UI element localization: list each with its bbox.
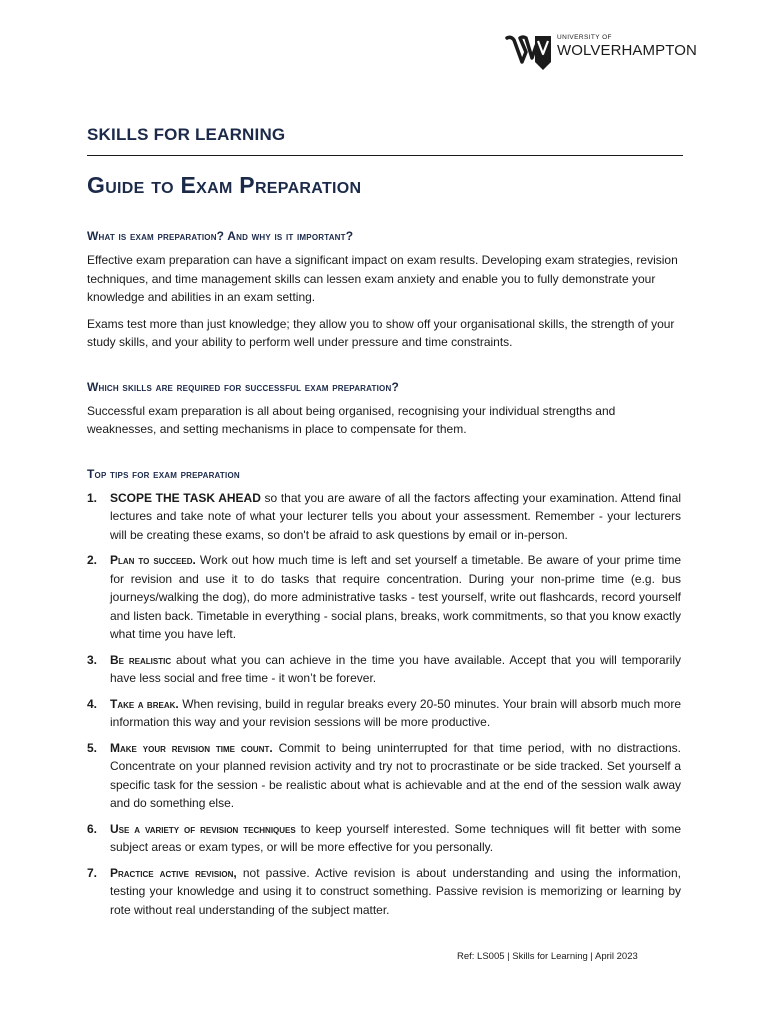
list-item <box>87 651 681 688</box>
page-title: Guide to Exam Preparation <box>87 172 362 198</box>
header-divider <box>87 155 683 156</box>
tip-text: to keep yourself interested. Some techniques will fit better with some subject areas or exam types, or will be more effective for you personally. <box>110 821 682 854</box>
section-heading-why: What is exam preparation? And why is it important? <box>87 229 354 243</box>
list-number: 7. <box>87 865 98 880</box>
section-heading-skills: Which skills are required for successful exam preparation? <box>87 379 399 394</box>
tip-text: Commit to being uninterrupted for that time period, with no distractions. Concentrate on your planned revision activity and try not to procrastinate or be side tracked. Set yourself a specific task for the session - be realistic about what is achievable and at the end of the session walk away and do something else. <box>110 740 682 810</box>
tip-lead: SCOPE THE TASK AHEAD <box>110 490 261 505</box>
tip-text: so that you are aware of all the factors affecting your examination. Attend final lectures and take note of what your lecturer tells you about your assessment. Remember - your lecturers will be creating these exams, so don't be afraid to ask questions by email or in-person. <box>110 490 681 542</box>
list-item <box>87 551 681 644</box>
list-number: 2. <box>87 553 98 567</box>
tip-text: When revising, build in regular breaks every 20-50 minutes. Your brain will absorb much more information this way and your revision sessions will be more productive. <box>110 696 681 729</box>
tip-lead: Take a break. <box>110 696 179 711</box>
paragraph: Successful exam preparation is all about being organised, recognising your individual strengths and weaknesses, and setting mechanisms in place to compensate for them. <box>87 403 616 436</box>
tip-lead: Plan to succeed. <box>110 553 196 567</box>
wolverhampton-logo-mark-icon <box>505 32 553 72</box>
university-logo <box>505 32 697 72</box>
document-body <box>87 229 681 926</box>
tip-lead: Make your revision time count. <box>110 740 273 755</box>
list-item <box>87 820 681 857</box>
list-number: 6. <box>87 821 98 836</box>
tip-text: about what you can achieve in the time you have available. Accept that you will temporarily have less social and free time - it won’t be forever. <box>110 652 681 685</box>
tip-text: not passive. Active revision is about understanding and using the information, testing your knowledge and using it to construct something. Passive revision is memorizing or learning by rote without real understanding of the subject matter. <box>110 865 681 917</box>
logo-wordmark <box>557 35 697 58</box>
list-number: 3. <box>87 652 98 667</box>
paragraph: Effective exam preparation can have a significant impact on exam results. Developing exam strategies, revision techniques, and time management skills can lessen exam anxiety and enable you to fully demonstrate your knowledge and abilities in an exam setting. <box>87 253 678 304</box>
tips-heading: Top tips for exam preparation <box>87 466 240 481</box>
tip-lead: Use a variety of revision techniques <box>110 821 296 836</box>
tip-lead: Practice active revision, <box>110 865 237 880</box>
list-number: 4. <box>87 696 98 711</box>
paragraph: Exams test more than just knowledge; they allow you to show off your organisational skills, the strength of your study skills, and your ability to perform well under pressure and time constraints. <box>87 316 675 349</box>
logo-big-text: WOLVERHAMPTON <box>557 41 697 59</box>
page-footer: Ref: LS005 | Skills for Learning | April 2023 <box>457 951 638 962</box>
list-item <box>87 489 681 545</box>
list-number: 5. <box>87 740 98 755</box>
logo-small-text: UNIVERSITY OF <box>557 34 612 41</box>
tip-text: Work out how much time is left and set yourself a timetable. Be aware of your prime time for revision and use it to do tasks that require concentration. During your non-prime time (e.g. bus journeys/walking the dog), do more administrative tasks - test yourself, write out flashcards, record yourself and listen back. Timetable in everything - social plans, breaks, work commitments, so that you know exactly what time you have left. <box>110 553 682 641</box>
list-item <box>87 739 681 813</box>
tips-list <box>87 489 681 920</box>
list-item <box>87 695 681 732</box>
section-label: SKILLS FOR LEARNING <box>87 125 286 144</box>
tip-lead: Be realistic <box>110 652 172 667</box>
list-number: 1. <box>87 490 98 505</box>
list-item <box>87 864 681 920</box>
